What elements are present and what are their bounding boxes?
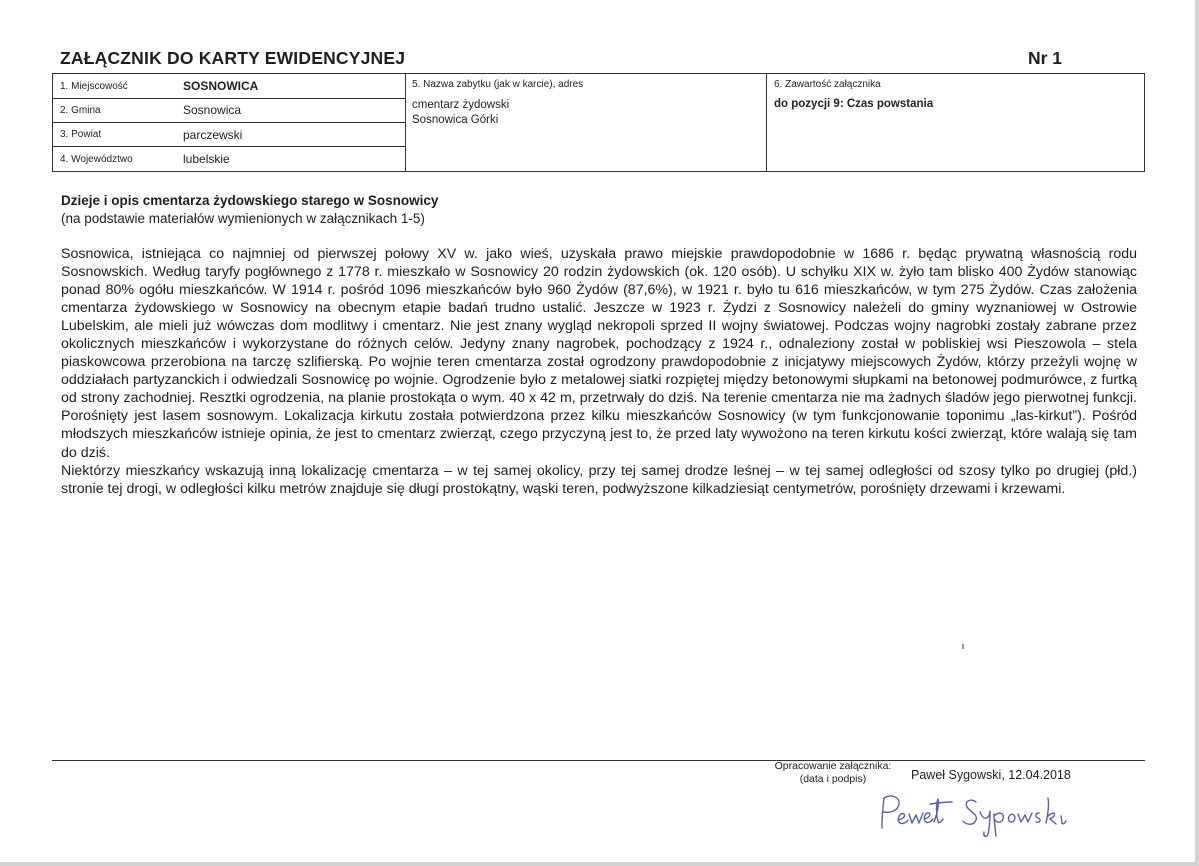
page-edge-right: [1195, 0, 1199, 866]
miejscowosc-label: 1. Miejscowość: [60, 81, 128, 92]
nazwa-zabytku-line1: cmentarz żydowski: [412, 99, 510, 111]
page-edge-bottom: [0, 862, 1199, 866]
footer-label-line1: Opracowanie załącznika:: [774, 760, 892, 772]
gmina-value: Sosnowica: [183, 103, 242, 117]
section-heading: Dzieje i opis cmentarza żydowskiego starego w Sosnowicy: [61, 193, 439, 208]
nazwa-zabytku-label: 5. Nazwa zabytku (jak w karcie), adres: [412, 79, 584, 90]
gmina-label: 2. Gmina: [60, 105, 101, 116]
section-subheading: (na podstawie materiałów wymienionych w załącznikach 1-5): [61, 211, 425, 226]
zawartosc-value: do pozycji 9: Czas powstania: [774, 98, 934, 110]
description-body: [61, 245, 1137, 498]
author-and-date: Paweł Sygowski, 12.04.2018: [911, 768, 1071, 782]
wojewodztwo-label: 4. Województwo: [60, 154, 133, 165]
miejscowosc-value: SOSNOWICA: [183, 79, 259, 93]
column-divider: [766, 73, 767, 172]
footer-divider: [52, 760, 1145, 761]
table-top-border: [52, 73, 1145, 74]
column-divider: [405, 73, 406, 172]
paragraph-location: Niektórzy mieszkańcy wskazują inną lokalizację cmentarza – w tej samej okolicy, przy tej samej drodze leśnej – w tej samej odległości od szosy tylko po drugiej (płd.) stronie tej drogi, w odległości kilku metrów znajduje się długi prostokątny, wąski teren, podwyższone kilkadziesiąt centymetrów, porośnięty drzewami i krzewami.: [61, 462, 1137, 497]
zawartosc-label: 6. Zawartość załącznika: [774, 79, 881, 90]
nazwa-zabytku-line2: Sosnowica Górki: [412, 114, 499, 126]
handwritten-signature: [872, 790, 1102, 845]
table-right-border: [1144, 73, 1145, 172]
scan-artifact: [962, 644, 964, 649]
footer-label-line2: (data i podpis): [799, 773, 867, 785]
powiat-value: parczewski: [183, 128, 243, 142]
paragraph-history: Sosnowica, istniejąca co najmniej od pierwszej połowy XV w. jako wieś, uzyskała prawo miejskie prawdopodobnie w 1686 r. będąc prywatną własnością rodu Sosnowskich. Według taryfy pogłównego z 1778 r. mieszkało w Sosnowicy 20 rodzin żydowskich (ok. 120 osób). U schyłku XIX w. żyło tam blisko 400 Żydów stanowiąc ponad 80% ogółu mieszkańców. W 1914 r. pośród 1096 mieszkańców było 960 Żydów (87,6%), w 1921 r. było tu 616 mieszkańców, w tym 275 Żydów. Czas założenia cmentarza żydowskiego w Sosnowicy na obecnym etapie badań trudno ustalić. Jeszcze w 1923 r. Żydzi z Sosnowicy należeli do gminy wyznaniowej w Ostrowie Lubelskim, ale mieli już wówczas dom modlitwy i cmentarz. Nie jest znany wygląd nekropoli sprzed II wojny światowej. Podczas wojny nagrobki zostały zabrane przez okolicznych mieszkańców i wykorzystane do różnych celów. Jedyny znany nagrobek, pochodzący z 1924 r., odnaleziony został w pobliskiej wsi Pieszowola – stela piaskowcowa przerobiona na tarczę szlifierską. Po wojnie teren cmentarza został ogrodzony prawdopodobnie z inicjatywy miejscowych Żydów, którzy przeżyli wojnę w oddziałach partyzanckich i odwiedzali Sosnowicę po wojnie. Ogrodzenie było z metalowej siatki rozpiętej między betonowymi słupkami na betonowej podmurówce, z furtką od strony zachodniej. Resztki ogrodzenia, na planie prostokąta o wym. 40 x 42 m, przetrwały do dziś. Na terenie cmentarza nie ma żadnych śladów jego pierwotnej funkcji. Porośnięty jest lasem sosnowym. Lokalizacja kirkutu została potwierdzona przez kilku mieszkańców Sosnowicy (w tym funkcjonowanie toponimu „las-kirkut”). Pośród młodszych mieszkańców istnieje opinia, że jest to cmentarz zwierząt, czego przyczyną jest to, że przed laty wywożono na teren kirkutu kości zwierząt, które walają się tam do dziś.: [61, 246, 1137, 461]
row-divider: [52, 98, 405, 99]
row-divider: [52, 122, 405, 123]
powiat-label: 3. Powiat: [60, 129, 102, 140]
document-number: Nr 1: [1028, 48, 1063, 68]
document-title: ZAŁĄCZNIK DO KARTY EWIDENCYJNEJ: [60, 48, 406, 68]
table-bottom-border: [52, 171, 1145, 172]
row-divider: [52, 146, 405, 147]
table-left-border: [52, 73, 53, 172]
wojewodztwo-value: lubelskie: [183, 152, 230, 166]
